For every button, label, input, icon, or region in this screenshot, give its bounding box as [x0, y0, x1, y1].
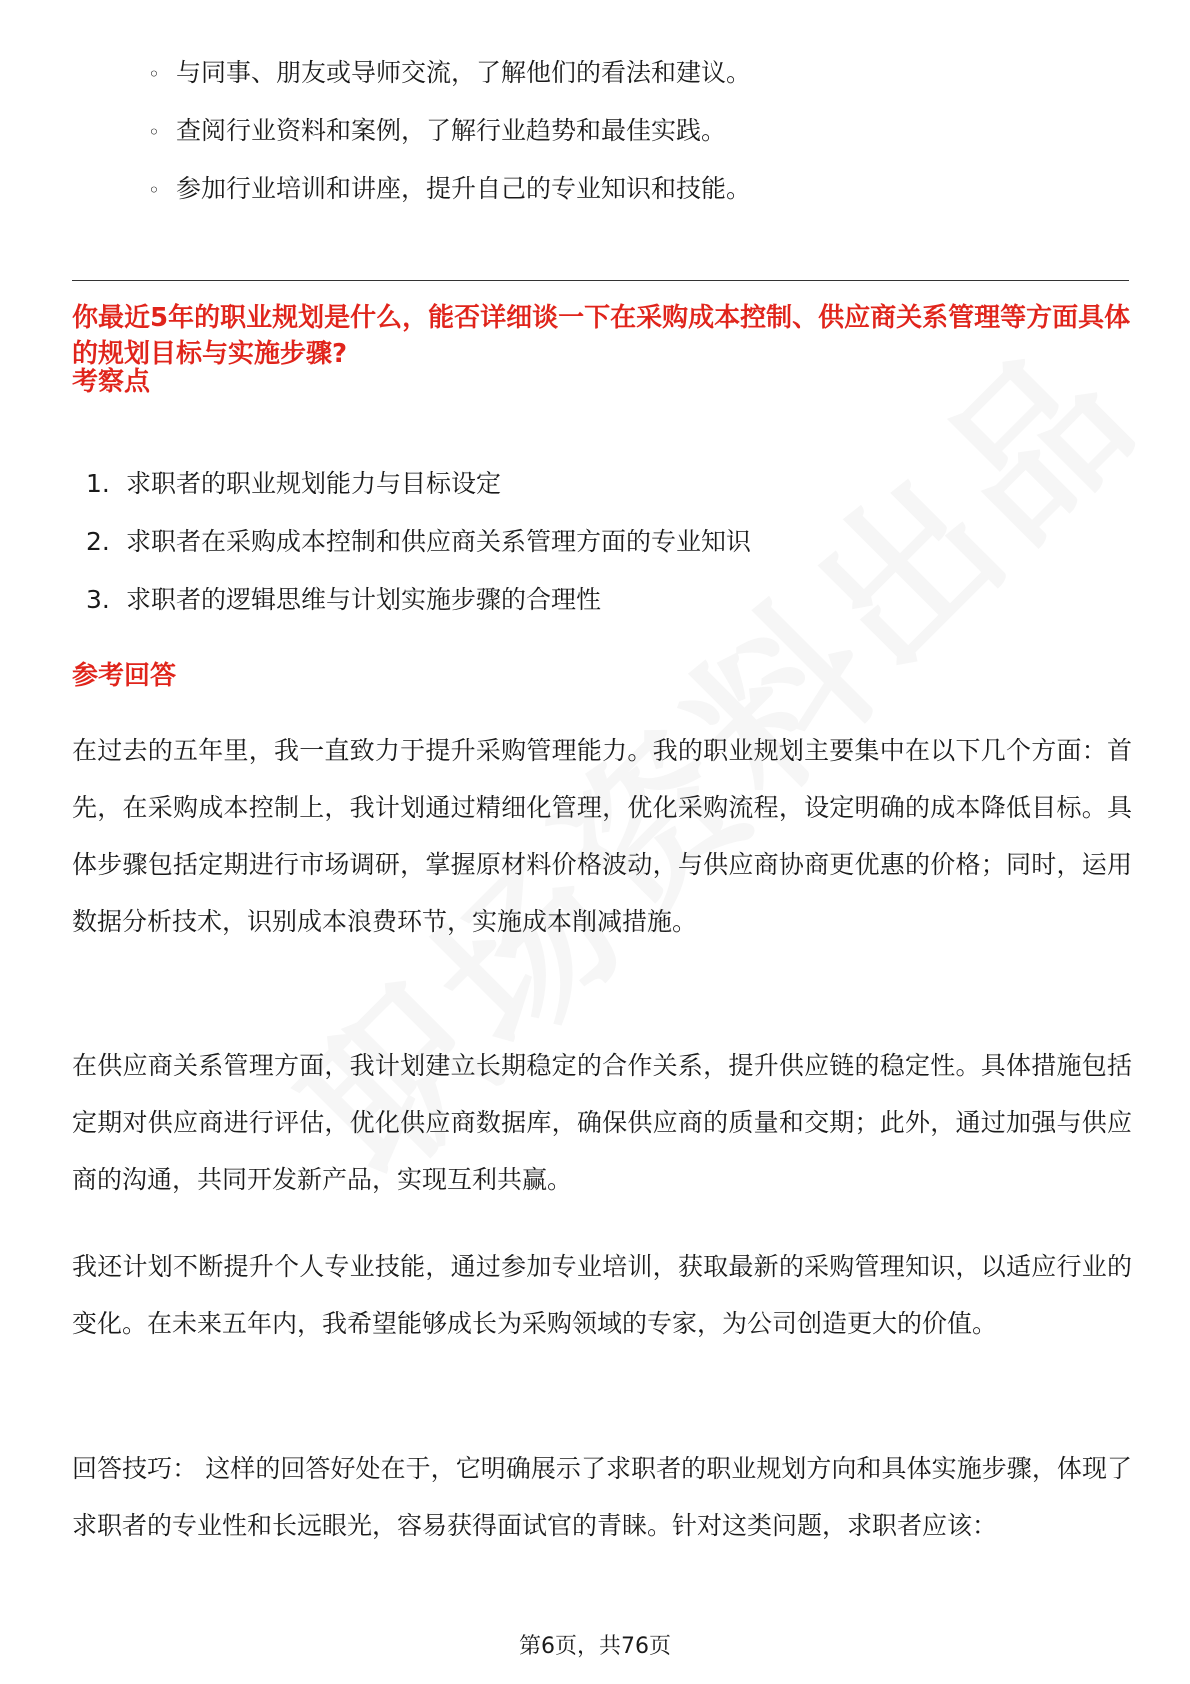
bullet-item: [148, 174, 751, 204]
assess-points-list: [86, 468, 751, 642]
answer-paragraph: 在供应商关系管理方面，我计划建立长期稳定的合作关系，提升供应链的稳定性。具体措施包括定期对供应商进行评估，优化供应商数据库，确保供应商的质量和交期；此外，通过加强与供应商的沟通，共同开发新产品，实现互利共赢。: [72, 1051, 1132, 1194]
bullet-text: 查阅行业资料和案例，了解行业趋势和最佳实践。: [176, 116, 727, 145]
page-number: 第6页，共76页: [519, 1634, 671, 1659]
bullet-text: 与同事、朋友或导师交流，了解他们的看法和建议。: [176, 58, 752, 87]
section-divider: [72, 280, 1129, 281]
assess-point: [86, 468, 751, 500]
point-number: 3.: [86, 585, 110, 614]
bullet-mark: ◦: [148, 120, 160, 144]
tips-paragraph: 回答技巧： 这样的回答好处在于，它明确展示了求职者的职业规划方向和具体实施步骤，体现了求职者的专业性和长远眼光，容易获得面试官的青睐。针对这类问题，求职者应该：: [72, 1454, 1132, 1540]
answer-paragraph: 我还计划不断提升个人专业技能，通过参加专业培训，获取最新的采购管理知识，以适应行业的变化。在未来五年内，我希望能够成长为采购领域的专家，为公司创造更大的价值。: [72, 1252, 1132, 1338]
assess-point: [86, 584, 751, 616]
bullet-list: [148, 58, 751, 232]
bullet-item: [148, 116, 751, 146]
question-heading: 你最近5年的职业规划是什么，能否详细谈一下在采购成本控制、供应商关系管理等方面具体的规划目标与实施步骤?: [72, 303, 1131, 369]
point-text: 求职者在采购成本控制和供应商关系管理方面的专业知识: [126, 527, 752, 556]
assess-point: [86, 526, 751, 558]
bullet-mark: ◦: [148, 178, 160, 202]
answer-paragraph: 在过去的五年里，我一直致力于提升采购管理能力。我的职业规划主要集中在以下几个方面：首先，在采购成本控制上，我计划通过精细化管理，优化采购流程，设定明确的成本降低目标。具体步骤包括定期进行市场调研，掌握原材料价格波动，与供应商协商更优惠的价格；同时，运用数据分析技术，识别成本浪费环节，实施成本削减措施。: [72, 736, 1132, 936]
point-number: 1.: [86, 469, 110, 498]
point-text: 求职者的职业规划能力与目标设定: [126, 469, 502, 498]
point-text: 求职者的逻辑思维与计划实施步骤的合理性: [126, 585, 602, 614]
bullet-item: [148, 58, 751, 88]
answer-title: 参考回答: [72, 661, 177, 691]
bullet-mark: ◦: [148, 62, 160, 86]
bullet-text: 参加行业培训和讲座，提升自己的专业知识和技能。: [176, 174, 752, 203]
assess-title: 考察点: [72, 367, 151, 397]
point-number: 2.: [86, 527, 110, 556]
